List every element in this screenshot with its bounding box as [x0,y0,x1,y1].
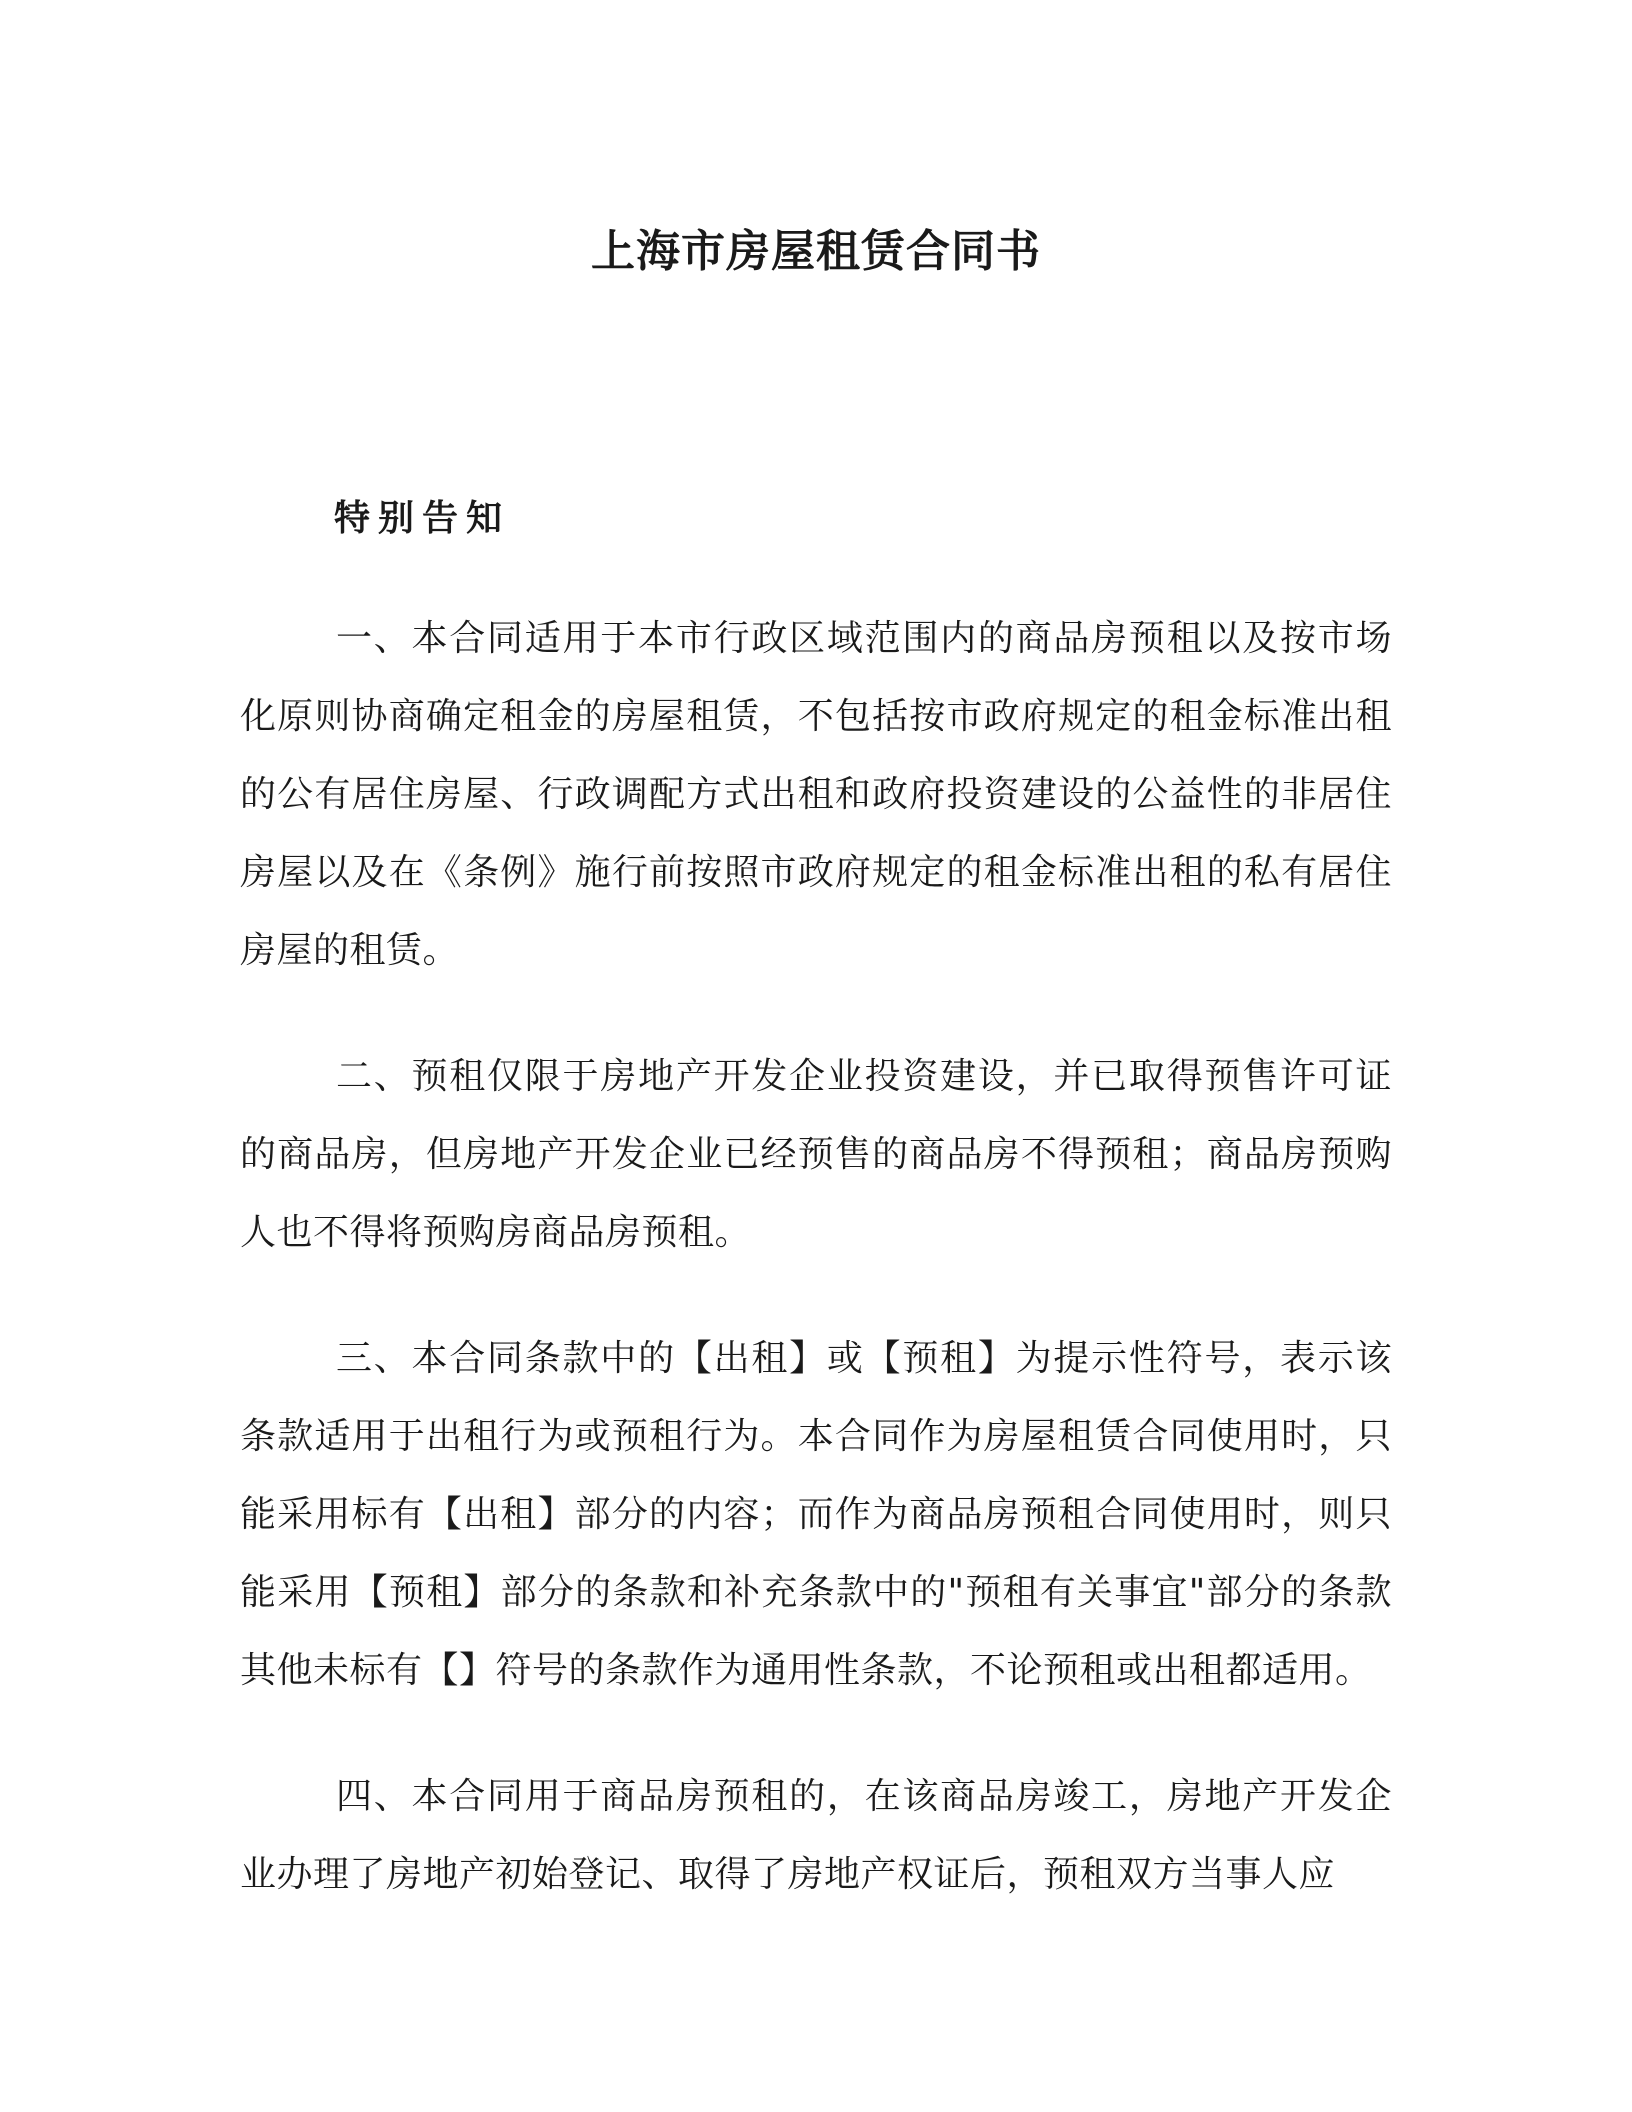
paragraph-1: 一、本合同适用于本市行政区域范围内的商品房预租以及按市场化原则协商确定租金的房屋租赁，不包括按市政府规定的租金标准出租的公有居住房屋、行政调配方式出租和政府投资建设的公益性的非居住房屋以及在《条例》施行前按照市政府规定的租金标准出租的私有居住房屋的租赁。 [240,618,1392,971]
document-title: 上海市房屋租赁合同书 [591,226,1041,277]
paragraph-2: 二、预租仅限于房地产开发企业投资建设，并已取得预售许可证的商品房，但房地产开发企业已经预售的商品房不得预租；商品房预购人也不得将预购房商品房预租。 [240,1056,1392,1253]
paragraph-3: 三、本合同条款中的【出租】或【预租】为提示性符号，表示该条款适用于出租行为或预租行为。本合同作为房屋租赁合同使用时，只能采用标有【出租】部分的内容；而作为商品房预租合同使用时，则只能采用【预租】部分的条款和补充条款中的"预租有关事宜"部分的条款其他未标有【】符号的条款作为通用性条款，不论预租或出租都适用。 [240,1338,1392,1691]
paragraph-4: 四、本合同用于商品房预租的，在该商品房竣工，房地产开发企业办理了房地产初始登记、取得了房地产权证后，预租双方当事人应 [240,1776,1392,1895]
notice-heading: 特别告知 [334,498,511,539]
document-body [240,600,1392,1962]
